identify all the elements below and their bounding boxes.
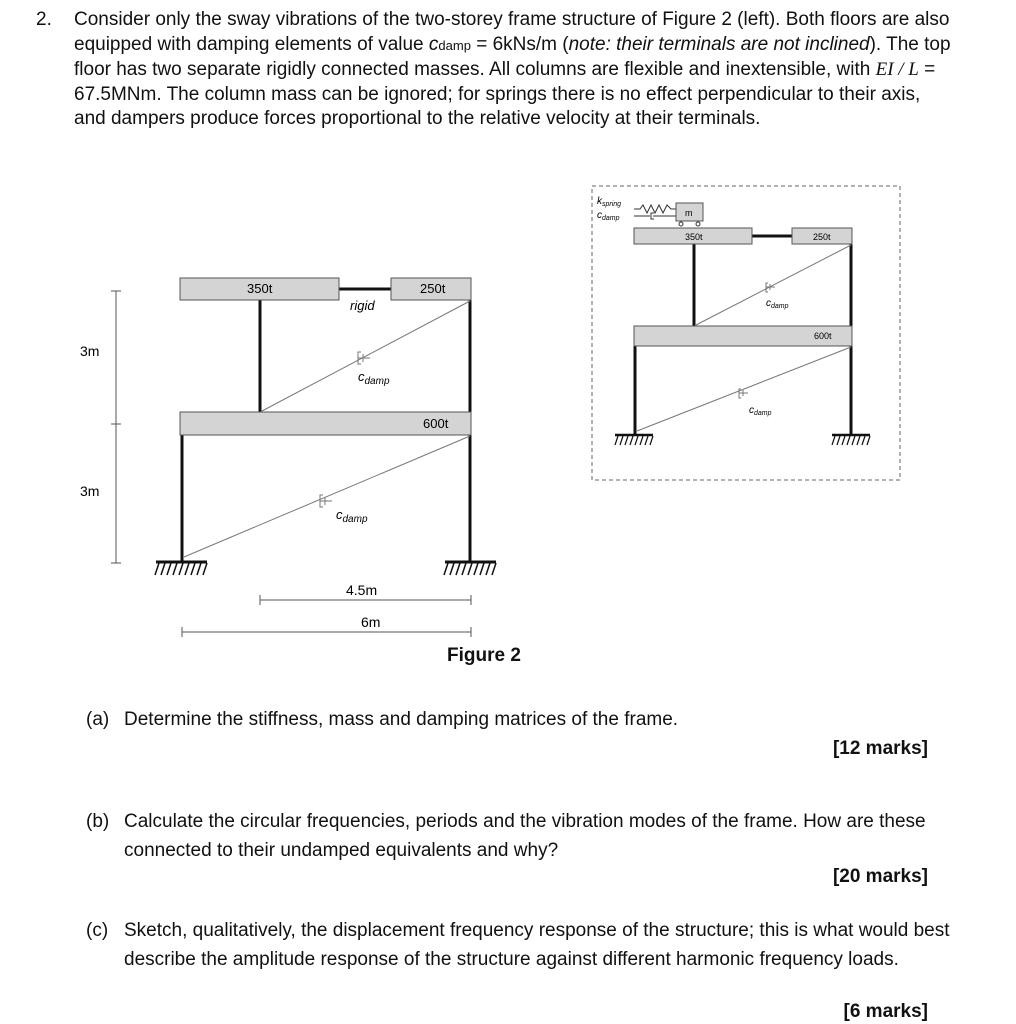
r-left-fixed-support bbox=[615, 435, 653, 445]
mass-wheel-right bbox=[696, 222, 700, 226]
question-text-part3: = 67.5MNm. The column mass can be ignored; for springs there is no effect perpendicular to their axis, and dampers produce forces proportional to the relative velocity at their terminals. bbox=[74, 59, 936, 129]
height-lower-label: 3m bbox=[80, 483, 100, 499]
question-note: note: their terminals are not inclined bbox=[568, 33, 870, 55]
c-symbol: c bbox=[428, 33, 439, 55]
right-frame bbox=[592, 186, 900, 480]
figure-caption: Figure 2 bbox=[447, 645, 521, 666]
small-mass-label: m bbox=[685, 208, 693, 218]
question-text-part1: Consider only the sway vibrations of the two-storey frame structure of Figure 2 (left). Both floors are also equipped with damping elements of value bbox=[74, 9, 950, 55]
left-frame bbox=[80, 278, 496, 637]
r-damper-top-symbol bbox=[766, 283, 775, 292]
part-a-text: Determine the stiffness, mass and damping matrices of the frame. bbox=[124, 709, 679, 730]
r-damper-top-label: $c_{damp}$ bbox=[766, 298, 789, 310]
damper-top-label: $c_{damp}$ bbox=[358, 369, 390, 387]
part-b-text: Calculate the circular frequencies, periods and the vibration modes of the frame. How are these connected to their undamped equivalents and why? bbox=[124, 811, 926, 861]
damper-top-symbol bbox=[358, 352, 370, 364]
r-damper-bottom-label: $c_{damp}$ bbox=[749, 405, 772, 417]
question-eq1: = 6kNs/m ( bbox=[470, 33, 569, 55]
r-mass-250t-label: 250t bbox=[813, 232, 831, 242]
mass-600t-label: 600t bbox=[423, 416, 449, 431]
damper-bottom-line bbox=[184, 436, 470, 557]
mass-wheel-left bbox=[679, 222, 683, 226]
part-b-marks: [20 marks] bbox=[832, 866, 928, 887]
part-a-label: (a) bbox=[86, 709, 110, 730]
part-c-text: Sketch, qualitatively, the displacement frequency response of the structure; this is what would best describe the amplitude response of the structure against different harmonic frequency loads. bbox=[124, 920, 950, 970]
c-subscript: damp bbox=[438, 37, 471, 53]
r-damper-top-line bbox=[696, 245, 851, 325]
dim-outer-label: 6m bbox=[361, 614, 381, 630]
k-spring-label: $k_{spring}$ bbox=[597, 196, 622, 208]
r-damper-bottom-line bbox=[637, 347, 851, 431]
part-b-label: (b) bbox=[86, 811, 110, 832]
r-mass-600t-label: 600t bbox=[814, 331, 832, 341]
question-number: 2. bbox=[36, 9, 52, 30]
height-upper-label: 3m bbox=[80, 343, 100, 359]
right-fixed-support bbox=[444, 562, 496, 575]
left-fixed-support bbox=[155, 562, 207, 575]
dim-inner-label: 4.5m bbox=[346, 582, 378, 598]
part-c-marks: [6 marks] bbox=[843, 1001, 928, 1022]
ei-over-l: EI / L bbox=[875, 59, 919, 80]
c-damp-top-label: $c_{damp}$ bbox=[597, 210, 620, 222]
part-a-marks: [12 marks] bbox=[832, 738, 928, 759]
damper-bottom-label: $c_{damp}$ bbox=[336, 507, 368, 525]
r-mass-350t-label: 350t bbox=[685, 232, 703, 242]
r-right-fixed-support bbox=[832, 435, 870, 445]
spring-symbol bbox=[634, 205, 676, 213]
question-text-part2: ). The top floor has two separate rigidly connected masses. All columns are flexible and inextensible, with bbox=[74, 33, 951, 80]
part-c-label: (c) bbox=[86, 920, 109, 941]
mass-350t-label: 350t bbox=[247, 281, 273, 296]
damper-top-line bbox=[262, 301, 470, 411]
mass-250t-label: 250t bbox=[420, 281, 446, 296]
rigid-label: rigid bbox=[350, 298, 375, 313]
